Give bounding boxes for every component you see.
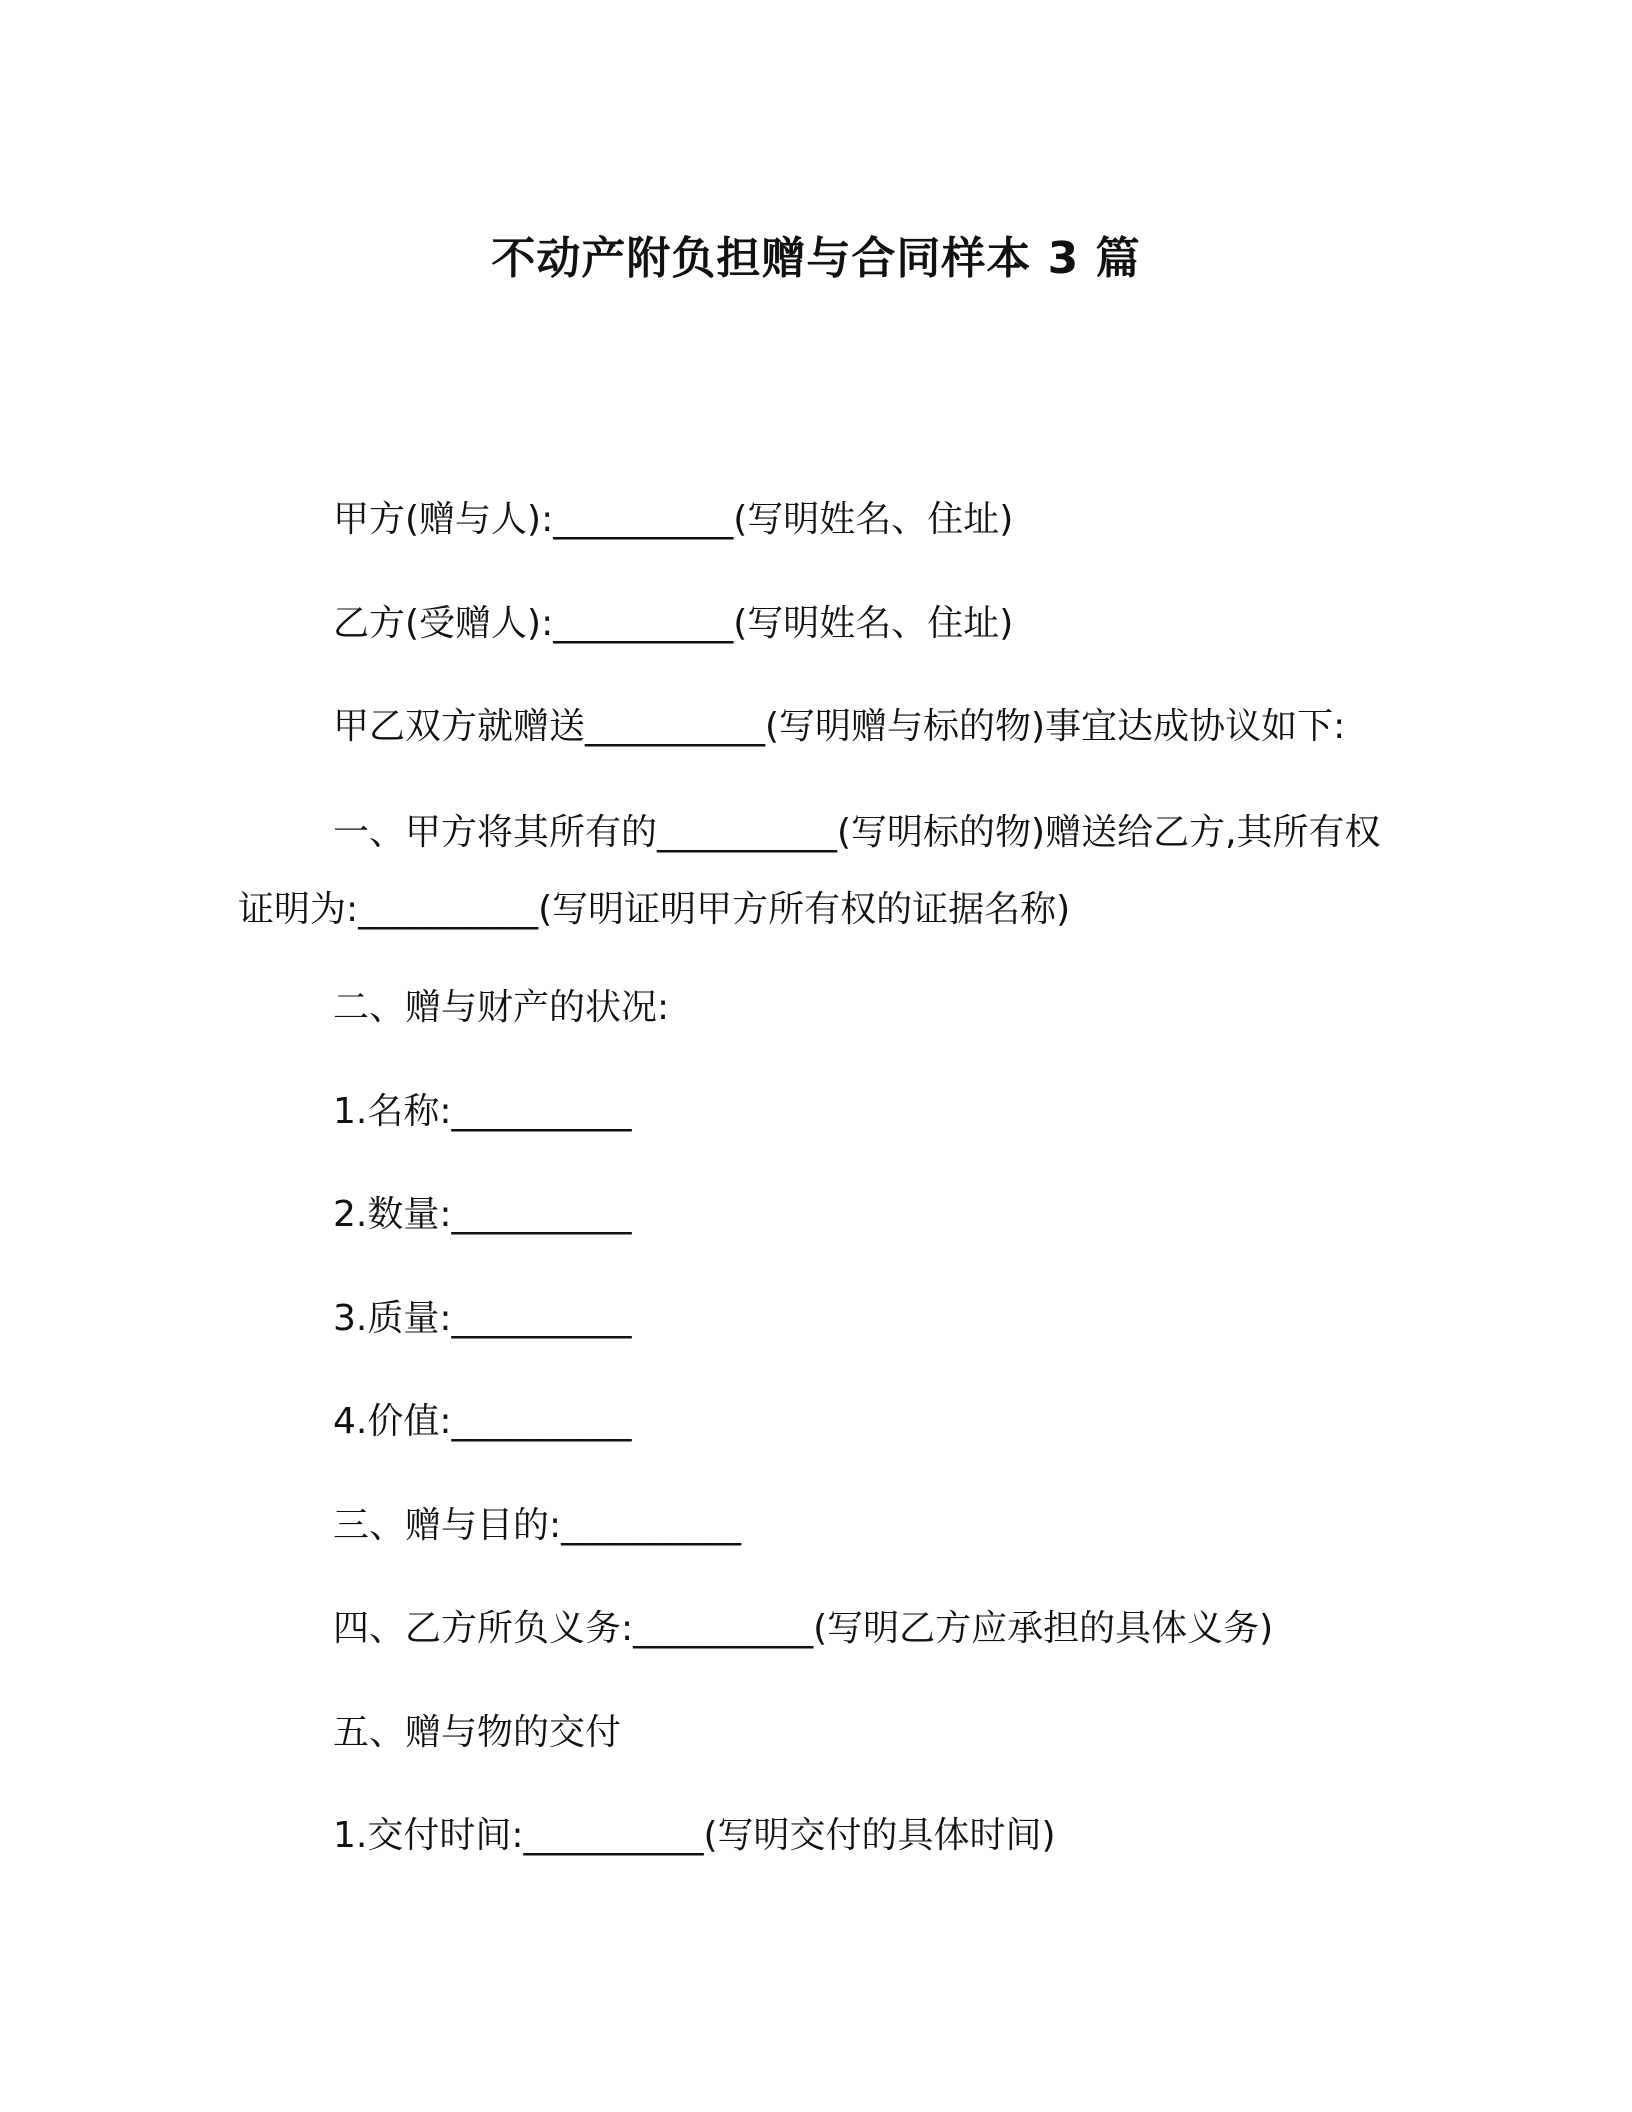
item-quality-line: 3.质量:__________ [333, 1298, 632, 1339]
party-a-line: 甲方(赠与人):__________(写明姓名、住址) [333, 499, 1014, 540]
delivery-time-line: 1.交付时间:__________(写明交付的具体时间) [333, 1815, 1056, 1856]
clause-2-heading: 二、赠与财产的状况: [333, 987, 670, 1028]
item-value-line: 4.价值:__________ [333, 1401, 632, 1442]
clause-3-line: 三、赠与目的:__________ [333, 1505, 742, 1546]
clause-4-line: 四、乙方所负义务:__________(写明乙方应承担的具体义务) [333, 1608, 1274, 1649]
clause-1-paragraph: 一、甲方将其所有的__________(写明标的物)赠送给乙方,其所有权证明为:__________(写明证明甲方所有权的证据名称) [238, 812, 1381, 930]
agreement-line: 甲乙双方就赠送__________(写明赠与标的物)事宜达成协议如下: [333, 706, 1346, 747]
item-quantity-line: 2.数量:__________ [333, 1194, 632, 1235]
item-name-line: 1.名称:__________ [333, 1091, 632, 1132]
document-title: 不动产附负担赠与合同样本 3 篇 [491, 233, 1141, 284]
party-b-line: 乙方(受赠人):__________(写明姓名、住址) [333, 603, 1014, 644]
clause-5-heading: 五、赠与物的交付 [333, 1712, 622, 1753]
